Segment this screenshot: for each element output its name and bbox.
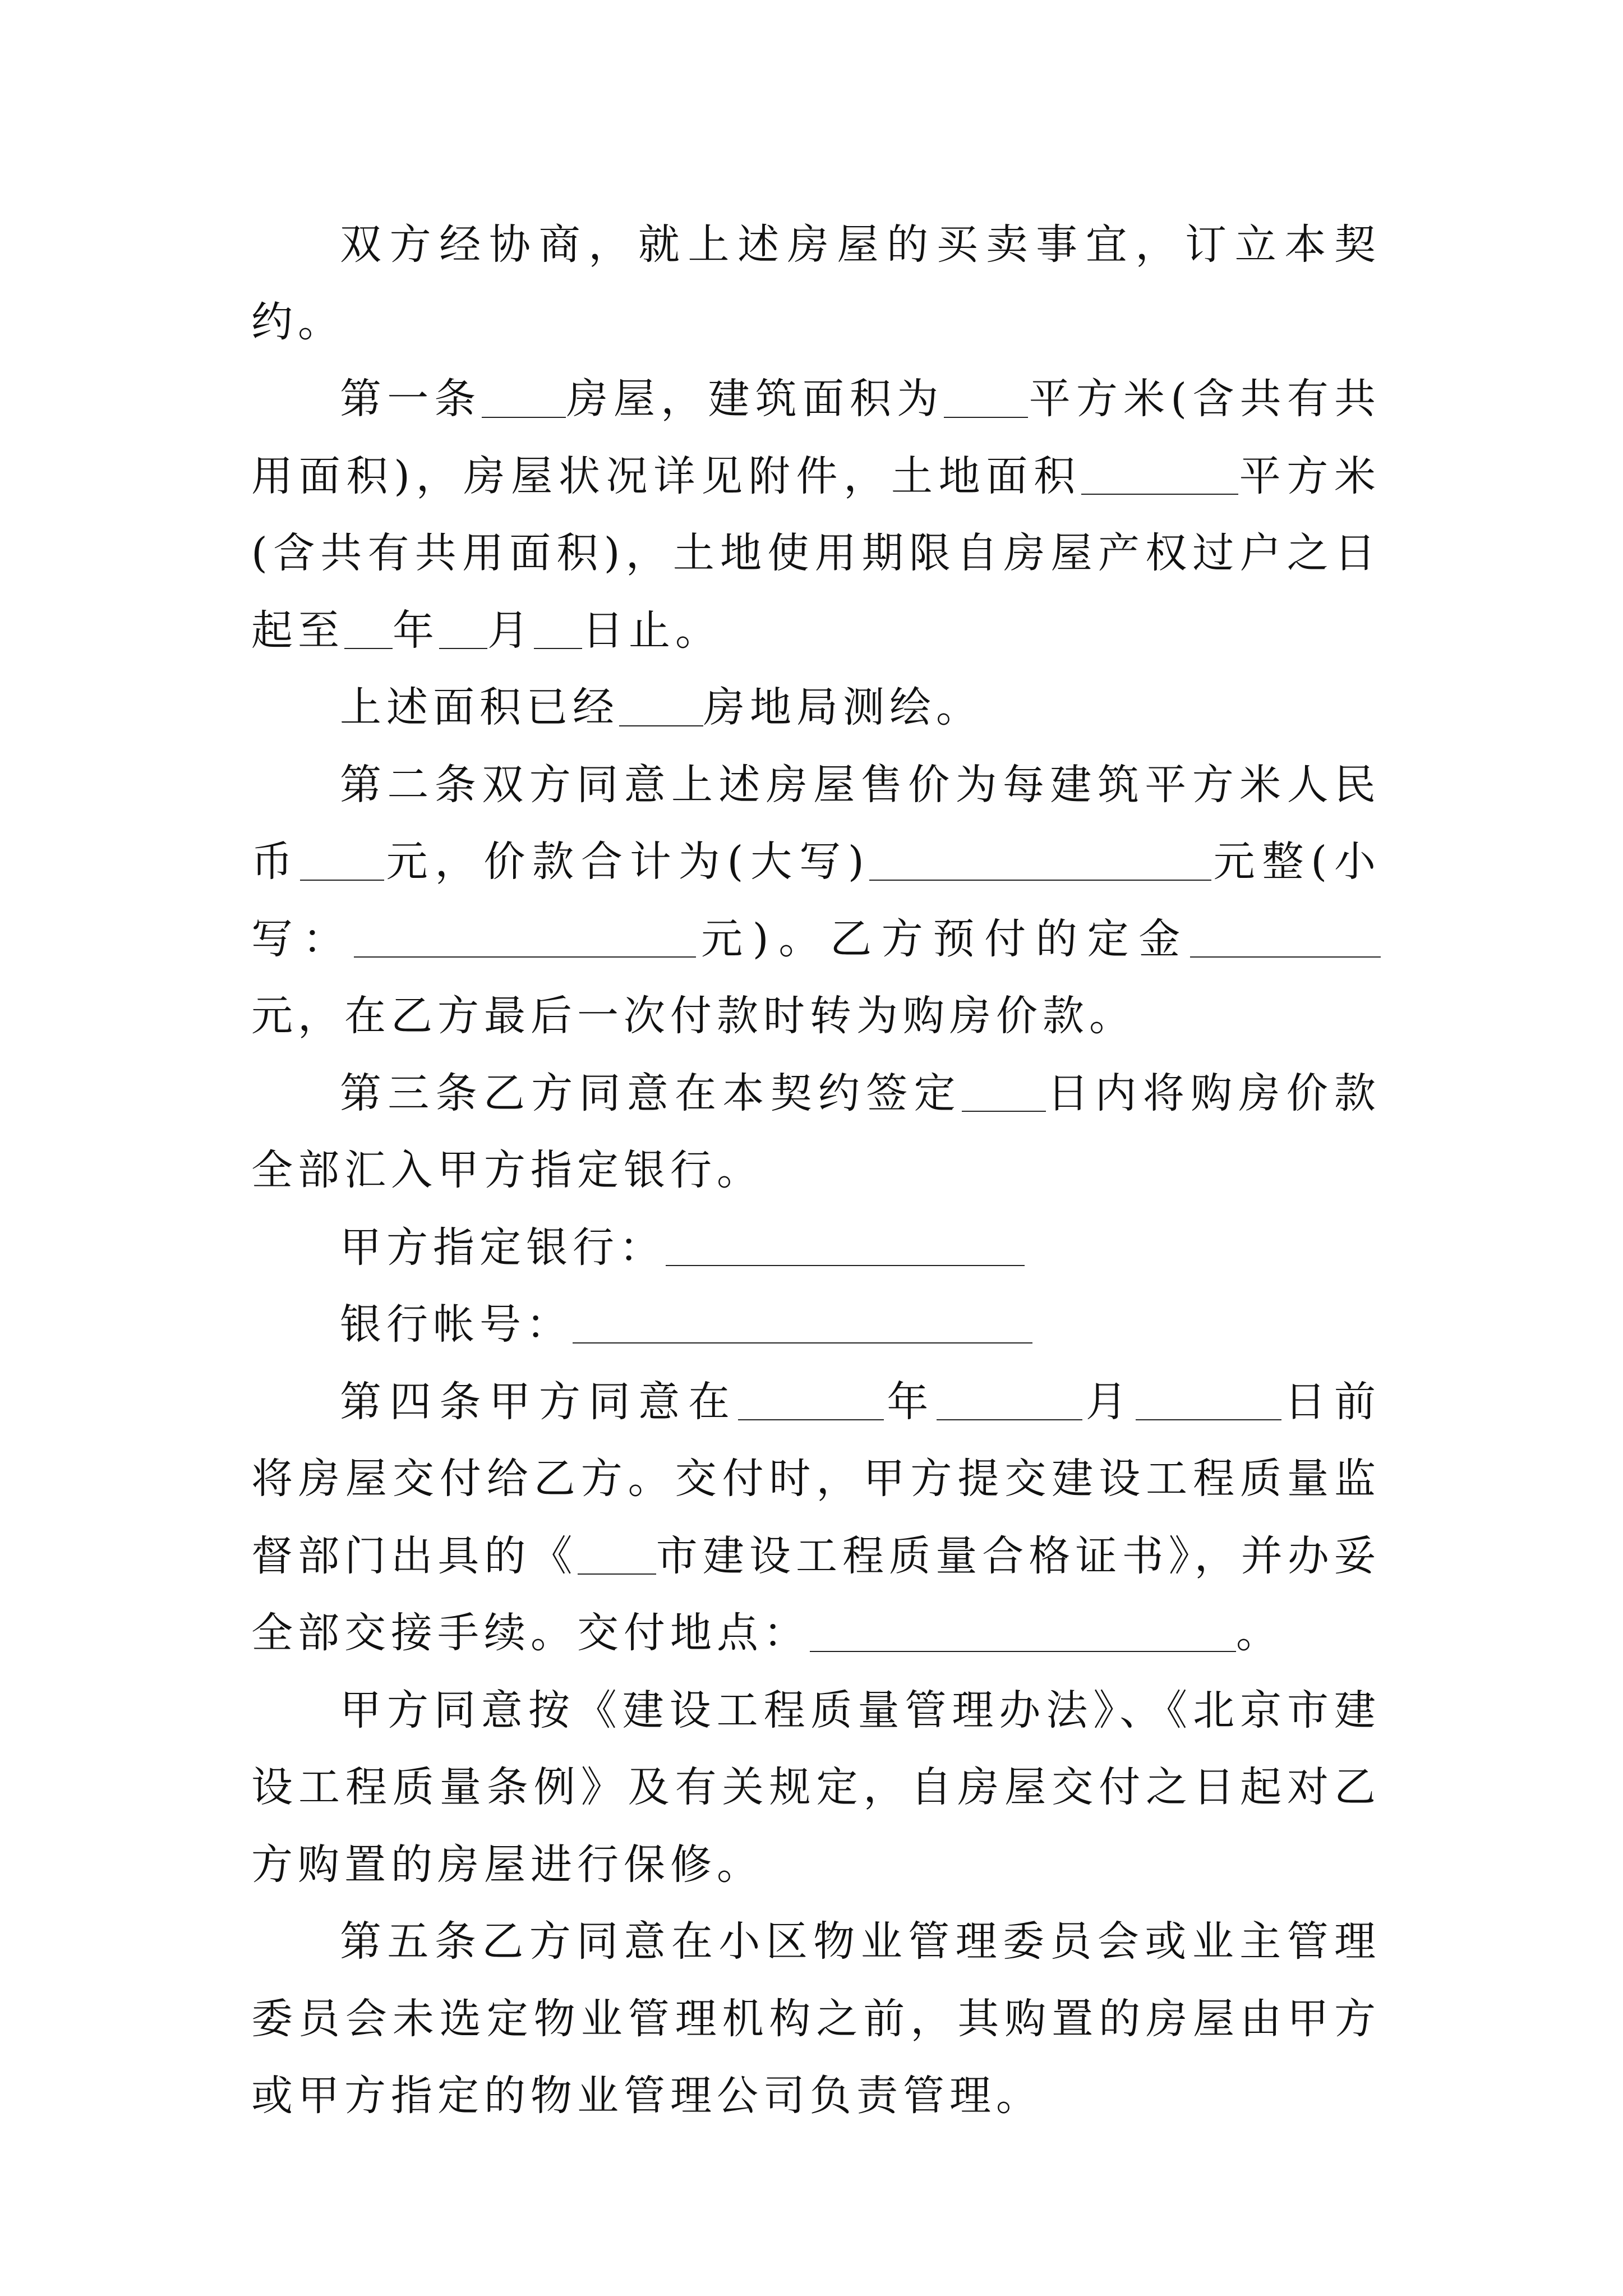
land-area-blank	[1081, 452, 1238, 495]
article-1-text-3: 平方米(含共有共用面积)，土地使用期限自房屋产权过户之日起至	[251, 452, 1381, 655]
house-location-blank	[482, 375, 566, 418]
article-4-text-4: 。	[1236, 1609, 1283, 1657]
article-1-text-2: 平方米(含共有共用面积)，房屋状况详见附件，土地面积	[251, 375, 1381, 500]
survey-text-1: 上述面积已经	[340, 683, 619, 731]
account-number-blank	[573, 1301, 1032, 1343]
account-label: 银行帐号：	[340, 1300, 573, 1349]
article-4-text-3: 市建设工程质量合格证书》，并办妥全部交接手续。交付地点：	[251, 1531, 1381, 1657]
delivery-place-blank	[810, 1609, 1236, 1652]
total-price-words-blank	[869, 838, 1211, 881]
total-price-figures-blank	[354, 915, 696, 958]
survey-text-2: 房地局测绘。	[703, 683, 983, 731]
article-2-text-2: 元，价款合计为(大写)	[384, 838, 869, 886]
article-4-paragraph	[251, 1364, 1381, 1672]
article-2-text-1: 第二条双方同意上述房屋售价为每建筑平方米人民币	[251, 760, 1381, 886]
day-end-text: 日止。	[582, 606, 722, 655]
article-1-text-1: 房屋，建筑面积为	[565, 375, 944, 423]
building-area-blank	[944, 375, 1028, 418]
article-1-paragraph	[251, 361, 1381, 669]
article-3-text-1: 第三条乙方同意在本契约签定	[340, 1069, 962, 1117]
delivery-year-blank	[738, 1378, 884, 1420]
article-5-paragraph	[251, 1903, 1381, 2135]
land-use-day-blank	[534, 606, 582, 649]
account-line	[251, 1286, 1381, 1364]
warranty-paragraph	[251, 1672, 1381, 1904]
bank-label: 甲方指定银行：	[340, 1223, 666, 1272]
warranty-text: 甲方同意按《建设工程质量管理办法》、《北京市建设工程质量条例》及有关规定，自房屋交付之日起对乙方购置的房屋进行保修。	[251, 1686, 1381, 1889]
survey-bureau-blank	[619, 684, 703, 726]
article-4-year-text: 年	[883, 1377, 937, 1426]
article-3-text-2: 日内将购房价款全部汇入甲方指定银行。	[251, 1069, 1381, 1194]
survey-paragraph	[251, 669, 1381, 747]
month-text: 月	[487, 606, 534, 655]
article-4-month-text: 月	[1082, 1377, 1136, 1426]
article-4-text-1: 第四条甲方同意在	[340, 1377, 738, 1426]
land-use-month-blank	[439, 606, 487, 649]
intro-text: 双方经协商，就上述房屋的买卖事宜，订立本契约。	[251, 220, 1381, 346]
land-use-year-blank	[344, 606, 393, 649]
unit-price-blank	[300, 838, 384, 881]
delivery-day-blank	[1136, 1378, 1281, 1420]
bank-line	[251, 1209, 1381, 1287]
article-5-text: 第五条乙方同意在小区物业管理委员会或业主管理委员会未选定物业管理机构之前，其购置的房屋由甲方或甲方指定的物业管理公司负责管理。	[251, 1917, 1381, 2120]
article-2-paragraph	[251, 747, 1381, 1055]
article-4-text-2: 日前将房屋交付给乙方。交付时，甲方提交建设工程质量监督部门出具的《	[251, 1377, 1381, 1580]
deposit-blank	[1190, 915, 1381, 958]
article-2-text-3: 元整(小写：	[251, 838, 1381, 963]
article-2-text-5: 元，在乙方最后一次付款时转为购房价款。	[251, 992, 1136, 1040]
contract-page	[251, 206, 1381, 2135]
intro-paragraph	[251, 206, 1381, 361]
delivery-month-blank	[937, 1378, 1082, 1420]
article-3-paragraph	[251, 1055, 1381, 1209]
payment-days-blank	[962, 1069, 1046, 1112]
article-2-text-4: 元)。乙方预付的定金	[696, 914, 1190, 963]
city-blank	[578, 1532, 656, 1575]
year-text: 年	[393, 606, 439, 655]
bank-name-blank	[666, 1223, 1025, 1266]
article-1-label: 第一条	[340, 375, 482, 423]
